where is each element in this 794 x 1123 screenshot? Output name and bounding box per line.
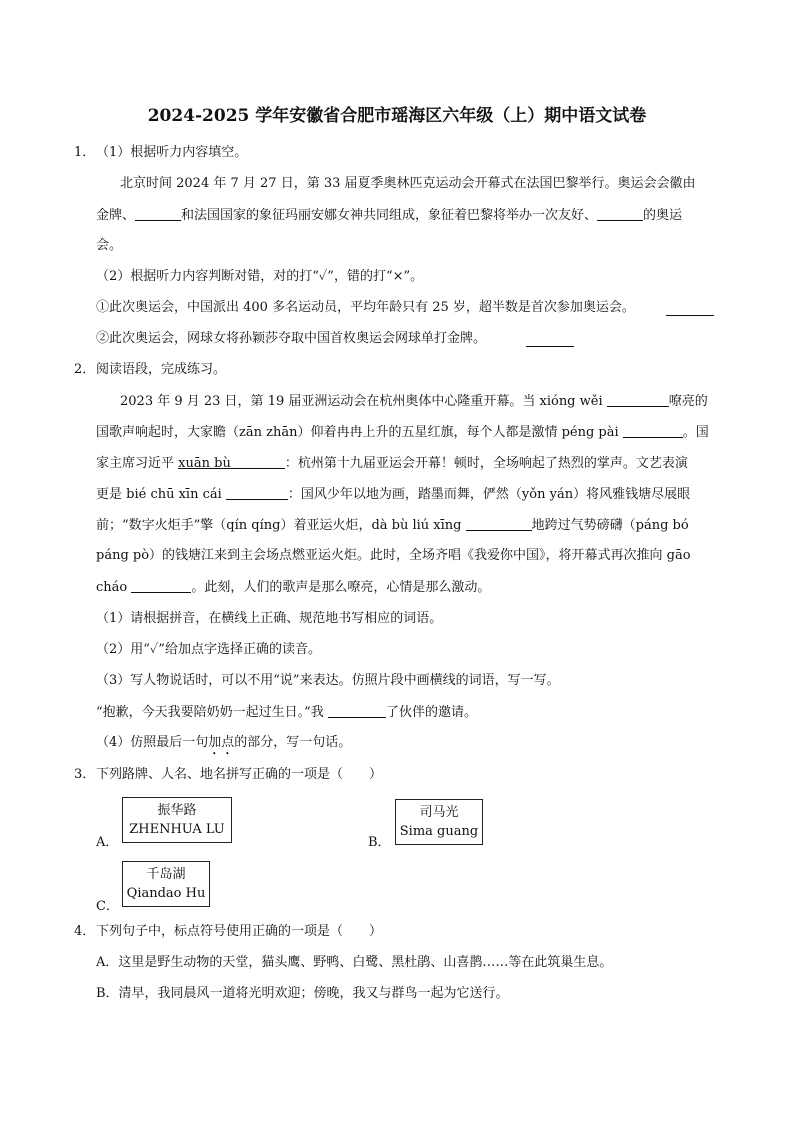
q1-number: 1．	[74, 145, 96, 160]
q1-sub1: （1）根据听力内容填空。	[96, 145, 248, 160]
q2-l4a: 更是 bié chū xīn cái	[96, 487, 222, 502]
q2-blank-xiongwei[interactable]	[607, 392, 669, 407]
q2-l2b: 。国	[682, 425, 709, 440]
q1-p2a: 金牌、	[96, 208, 136, 223]
q2-number: 2．	[74, 362, 96, 377]
q2-blank-dabuliuxing[interactable]	[466, 516, 532, 531]
q2-blank-xuanbu[interactable]	[231, 454, 285, 469]
q2-l3a: 家主席习近平	[96, 456, 175, 471]
q4-number: 4．	[74, 924, 96, 939]
q2-l1a: 2023 年 9 月 23 日，第 19 届亚洲运动会在杭州奥体中心隆重开幕。当 xióng wěi	[120, 394, 603, 409]
q3-option-b-sign[interactable]	[395, 799, 483, 845]
q1-p2b: 和法国国家的象征玛丽安娜女神共同组成，象征着巴黎将举办一次友好、	[181, 208, 598, 223]
q3-option-c-pinyin: Qiandao Hu	[126, 886, 206, 901]
q2-sub3-example	[96, 703, 477, 722]
q1-p2c: 的奥运	[643, 208, 683, 223]
q2-line6: páng pò）的钱塘江来到主会场点燃亚运火炬。此时，全场齐唱《我爱你中国》，将开幕式再次推向 gāo	[96, 548, 691, 563]
q1-blank-1[interactable]	[135, 206, 181, 221]
q2-sub2: （2）用“✓”给加点字选择正确的读音。	[96, 642, 321, 657]
q2-l5b: 地跨过气势磅礴（páng bó	[531, 518, 689, 533]
q2-underlined-xuanbu: xuān bù	[178, 456, 231, 471]
q2-sub1: （1）请根据拼音，在横线上正确、规范地书写相应的词语。	[96, 611, 443, 626]
q4-option-b[interactable]: B．清早，我同晨风一道将光明欢迎；傍晚，我又与群鸟一起为它送行。	[96, 986, 509, 1001]
q2-sub3: （3）写人物说话时，可以不用“说”来表达。仿照片段中画横线的词语，写一写。	[96, 673, 560, 688]
q2-s3ex-b: 了伙伴的邀请。	[385, 705, 477, 720]
q3-option-c-cn: 千岛湖	[146, 867, 186, 882]
q2-line4	[96, 485, 690, 504]
q3-option-a-sign[interactable]	[122, 797, 232, 843]
q2-l2a: 国歌声响起时，大家瞻（zān zhān）仰着冉冉上升的五星红旗，每个人都是激情 péng pài	[96, 425, 619, 440]
q3-stem: 下列路牌、人名、地名拼写正确的一项是（ ）	[96, 767, 383, 782]
q2-l7a: cháo	[96, 580, 128, 595]
q3-option-a-pinyin: ZHENHUA LU	[129, 822, 225, 837]
q2-line7	[96, 578, 490, 597]
q1-item2-answer[interactable]	[526, 332, 574, 347]
q2-blank-biechuxincai[interactable]	[226, 485, 288, 500]
q2-s4a: （4）仿照最后一句	[96, 735, 209, 750]
q2-line2	[96, 423, 709, 442]
q2-sub4	[96, 734, 351, 758]
q2-blank-example[interactable]	[328, 703, 386, 718]
q2-s4b: 的部分，写一句话。	[234, 735, 352, 750]
q2-line5	[96, 516, 689, 535]
q1-paragraph-line2	[96, 206, 682, 225]
q3-option-b-cn: 司马光	[419, 805, 459, 820]
q1-item2-text: ②此次奥运会，网球女将孙颖莎夺取中国首枚奥运会网球单打金牌。	[96, 331, 487, 346]
q1-sub2: （2）根据听力内容判断对错，对的打“✓”，错的打“×”。	[96, 269, 424, 284]
q3-number: 3．	[74, 767, 96, 782]
q1-item1-answer[interactable]	[666, 301, 714, 316]
q1-item1-text: ①此次奥运会，中国派出 400 多名运动员，平均年龄只有 25 岁，超半数是首次参加奥运会。	[96, 300, 635, 315]
q1-item2	[96, 330, 486, 348]
q1-paragraph-line1: 北京时间 2024 年 7 月 27 日，第 33 届夏季奥林匹克运动会开幕式在法国巴黎举行。奥运会会徽由	[120, 176, 696, 191]
q4-stem: 下列句子中，标点符号使用正确的一项是（ ）	[96, 924, 383, 939]
q2-l7b: 。此刻，人们的歌声是那么嘹亮，心情是那么激动。	[191, 580, 491, 595]
q2-line1	[120, 392, 708, 411]
q1-item1	[96, 299, 635, 317]
q1-blank-2[interactable]	[597, 206, 643, 221]
q3-option-c-letter[interactable]: C．	[96, 899, 119, 914]
q2-blank-gaochao[interactable]	[131, 578, 191, 593]
q3-option-a-cn: 振华路	[157, 803, 197, 818]
q3-option-a-letter[interactable]: A．	[96, 835, 119, 850]
q4-option-a[interactable]: A．这里是野生动物的天堂，猫头鹰、野鸭、白鹭、黑杜鹃、山喜鹊……等在此筑巢生息。	[96, 955, 613, 970]
q2-l5a: 前；“数字火炬手”擎（qín qíng）着亚运火炬，dà bù liú xīng	[96, 518, 462, 533]
q2-l4b: ：国风少年以地为画，踏墨而舞，俨然（yǒn yán）将风雅钱塘尽展眼	[287, 487, 691, 502]
q2-l1b: 嘹亮的	[668, 394, 708, 409]
q1-paragraph-line3: 会。	[96, 238, 123, 253]
exam-title: 2024-2025 学年安徽省合肥市瑶海区六年级（上）期中语文试卷	[147, 106, 647, 126]
q2-s4-dotted: 加点	[208, 735, 235, 750]
q3-option-b-pinyin: Sima guang	[399, 824, 479, 839]
q2-line3	[96, 454, 688, 473]
q3-option-b-letter[interactable]: B．	[368, 835, 391, 850]
q2-blank-pengpai[interactable]	[623, 423, 683, 438]
q2-s3ex-a: “抱歉，今天我要陪奶奶一起过生日。”我	[96, 705, 324, 720]
q2-head: 阅读语段，完成练习。	[96, 362, 227, 377]
q3-option-c-sign[interactable]	[122, 861, 210, 907]
q2-l3b: ：杭州第十九届亚运会开幕！顿时，全场响起了热烈的掌声。文艺表演	[284, 456, 688, 471]
